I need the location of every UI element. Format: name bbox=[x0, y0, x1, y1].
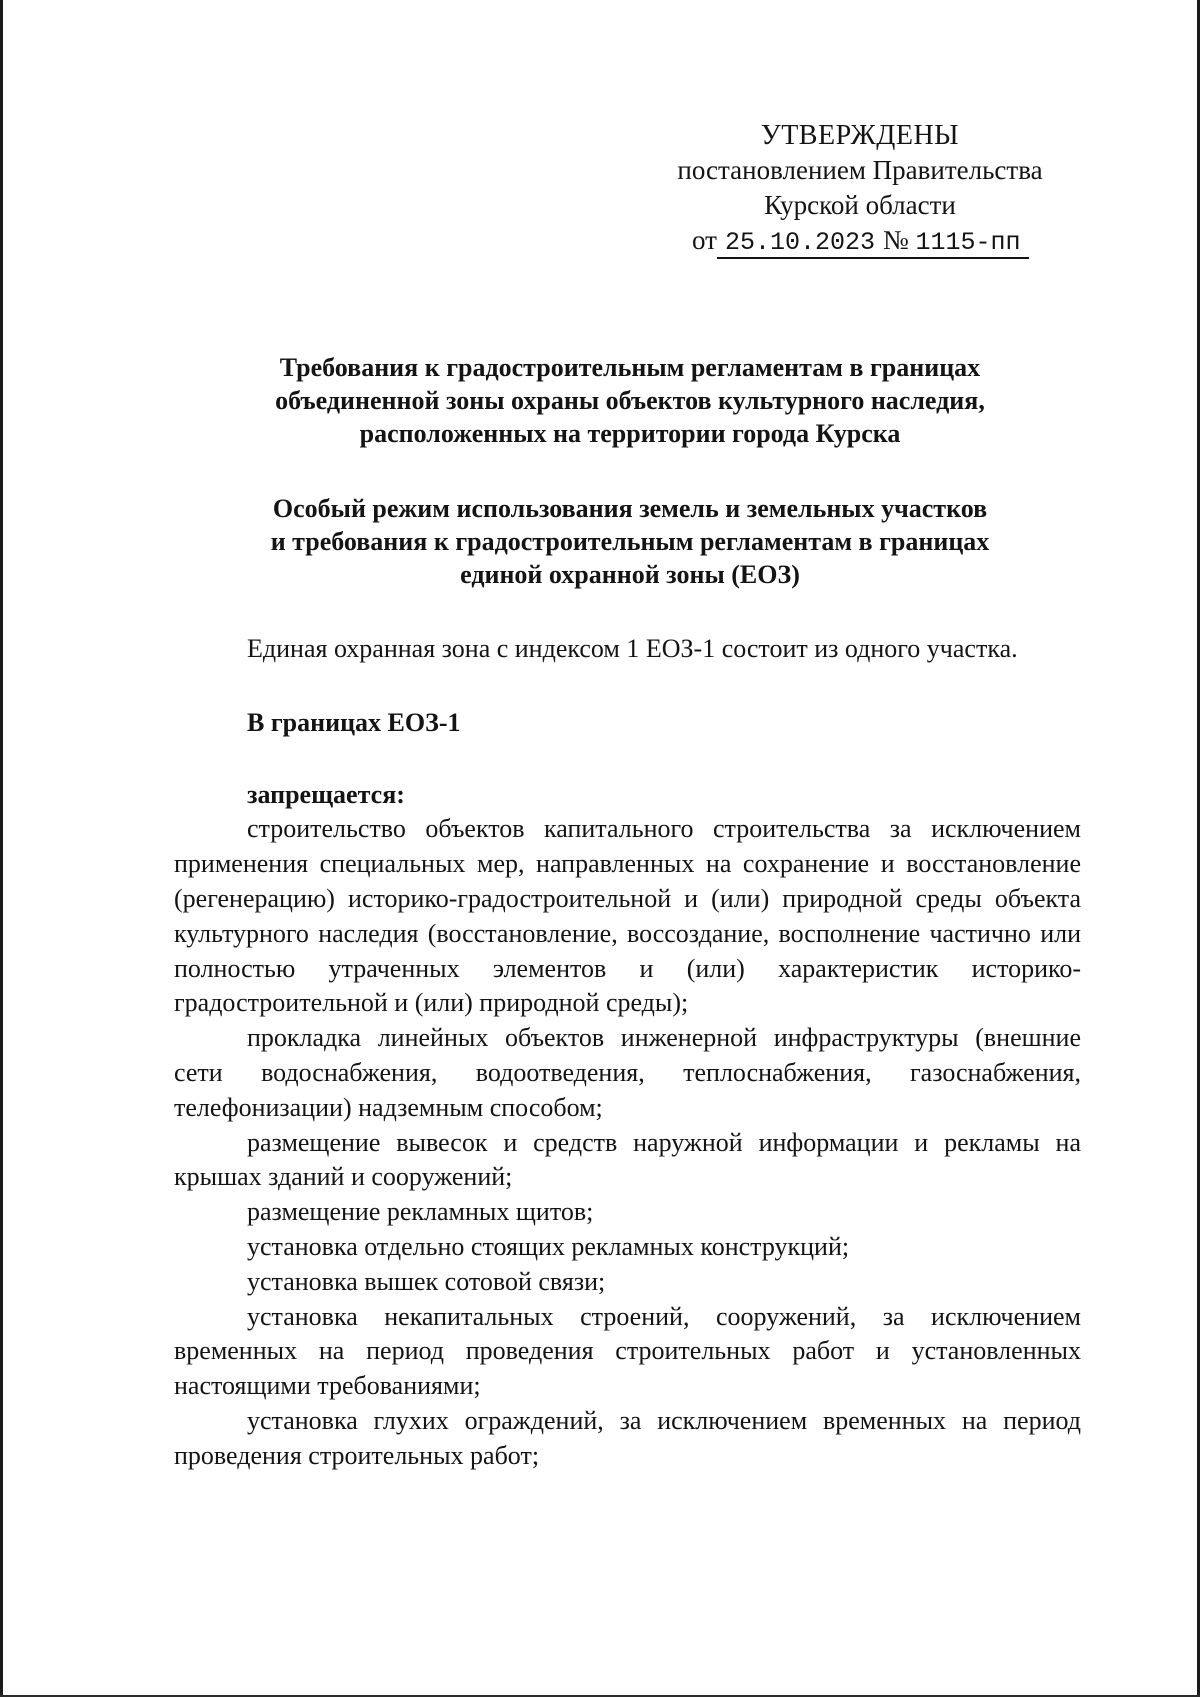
prohibited-item: установка глухих ограждений, за исключением временных на период проведения строительных работ; bbox=[174, 1405, 1081, 1470]
approval-stamp bbox=[640, 118, 1080, 259]
prohibited-item: установка отдельно стоящих рекламных конструкций; bbox=[247, 1231, 850, 1261]
prohibited-item: установка некапитальных строений, сооружений, за исключением временных на период проведения строительных работ и установленных настоящими требованиями; bbox=[174, 1301, 1081, 1401]
document-title bbox=[174, 351, 1086, 450]
approval-number-field bbox=[883, 226, 1029, 259]
prohibited-heading: запрещается: bbox=[247, 779, 405, 809]
subtitle-line-2: и требования к градостроительным регламентам в границах bbox=[270, 527, 990, 556]
subtitle-line-1: Особый режим использования земель и земельных участков bbox=[272, 494, 988, 523]
section-heading: В границах ЕОЗ-1 bbox=[247, 707, 461, 737]
prohibited-item: строительство объектов капитального строительства за исключением применения специальных мер, направленных на сохранение и восстановление (регенерацию) историко-градостроительной и (или) природной среды объекта культурного наследия (восстановление, воссоздание, восполнение частично или полностью утраченных элементов и (или) характеристик историко-градостроительной и (или) природной среды); bbox=[174, 814, 1081, 1018]
number-prefix: № bbox=[882, 225, 909, 255]
title-line-2: объединенной зоны охраны объектов культурного наследия, bbox=[275, 386, 985, 415]
title-line-3: расположенных на территории города Курска bbox=[359, 419, 901, 448]
prohibited-item: размещение рекламных щитов; bbox=[247, 1197, 594, 1227]
title-line-1: Требования к градостроительным регламентам в границах bbox=[279, 353, 981, 382]
document-body bbox=[174, 632, 1081, 1474]
prohibited-item: установка вышек сотовой связи; bbox=[247, 1266, 606, 1296]
document-subtitle bbox=[174, 492, 1086, 591]
prohibited-item: размещение вывесок и средств наружной информации и рекламы на крышах зданий и сооружений; bbox=[174, 1127, 1081, 1192]
subtitle-line-3: единой охранной зоны (ЕОЗ) bbox=[460, 560, 800, 589]
approved-label: УТВЕРЖДЕНЫ bbox=[760, 120, 960, 151]
prohibited-item: прокладка линейных объектов инженерной инфраструктуры (внешние сети водоснабжения, водоотведения, теплоснабжения, газоснабжения, телефонизации) надземным способом; bbox=[174, 1023, 1081, 1122]
date-prefix: от bbox=[692, 225, 717, 255]
approval-date: 25.10.2023 bbox=[717, 229, 883, 259]
approval-date-number-row bbox=[640, 223, 1080, 259]
intro-paragraph: Единая охранная зона с индексом 1 ЕОЗ-1 состоит из одного участка. bbox=[247, 634, 1018, 663]
approval-region-line: Курской области bbox=[764, 190, 956, 220]
approval-authority-line: постановлением Правительства bbox=[677, 155, 1043, 185]
approval-number: 1115-пп bbox=[915, 228, 1021, 257]
scan-edge-left bbox=[0, 0, 3, 1697]
